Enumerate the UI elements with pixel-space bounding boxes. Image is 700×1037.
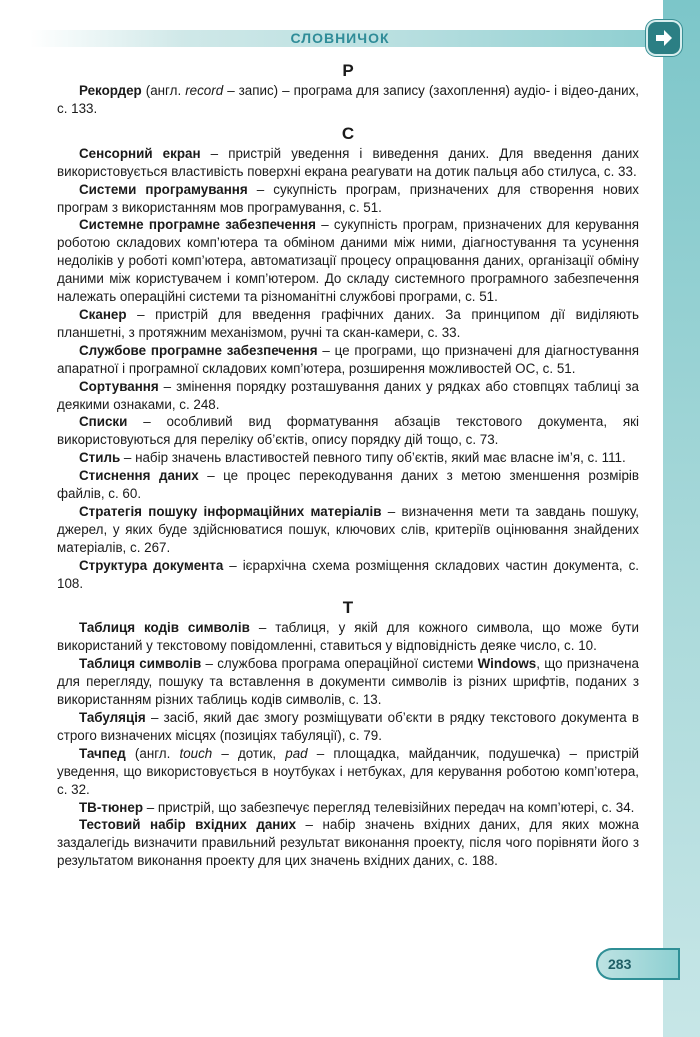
glossary-entry [57,378,639,414]
definition-text: – особливий вид форматування абзаців текстового документа, які використовуються для переліку об’єктів, опису порядку дій тощо, с. 73. [57,414,639,448]
glossary-term: Структура документа [79,557,224,573]
glossary-entry [57,745,639,799]
glossary-term: Системне програмне забезпечення [79,217,316,233]
glossary-entry [57,557,639,593]
definition-text: – набір значень вхідних даних, для яких можна заздалегідь визначити правильний результат виконання проекту, після чого порівняти його з результатом виконання проекту для цих значень вхідних даних, с. 188. [57,817,640,869]
definition-text: – запис) – програма для запису (захоплення) аудіо- і відео-даних, с. 133. [57,83,639,116]
definition-text: – пристрій для введення графічних даних. За принципом дії виділяють планшетні, з протяжним механізмом, ручні та скан-камери, с. 33. [57,306,639,340]
definition-text: – це процес перекодування даних з метою зменшення розмірів файлів, с. 60. [57,468,639,502]
glossary-term: Сенсорний екран [79,145,201,161]
definition-text: – таблиця, у якій для кожного символа, що може бути використаний у текстовому повідомленні, ставиться у відповідність деяке число, с. 10. [57,620,639,654]
definition-text: – змінення порядку розташування даних у рядках або стовпцях таблиці за деякими ознаками, с. 248. [57,378,639,412]
glossary-entry [57,709,639,745]
glossary-entry [57,181,639,217]
glossary-entry [57,413,639,449]
definition-text: – визначення мети та завдань пошуку, джерел, у яких буде здійснюватися пошук, ключових слів, критеріїв оцінювання знайдених матеріалів, с. 267. [57,503,639,555]
definition-text: – службова програма операційної системи [201,656,478,672]
side-decor-strip [663,0,700,1037]
definition-text: – набір значень властивостей певного типу об’єктів, який має власне ім’я, с. 111. [120,450,626,466]
glossary-term: Сканер [79,306,127,322]
page-title: СЛОВНИЧОК [290,30,390,46]
glossary-term: Тестовий набір вхідних даних [79,817,297,833]
definition-italic: touch [179,745,213,761]
glossary-term: Таблиця кодів символів [79,620,250,636]
glossary-term: Стратегія пошуку інформаційних матеріалів [79,503,382,519]
definition-text: – пристрій уведення і виведення даних. Для введення даних використовується властивість поверхні екрана реагувати на дотик пальця або стилуса, с. 33. [57,145,639,179]
glossary-entry [57,82,639,118]
definition-text: – дотик, [212,745,286,761]
glossary-entry [57,799,639,817]
glossary-entry [57,342,639,378]
glossary-entry [57,467,639,503]
definition-text: – сукупність програм, призначених для створення нових програм з використанням мов програмування, с. 51. [57,181,639,215]
glossary-entry [57,449,639,467]
glossary-term: Службове програмне забезпечення [79,342,318,358]
definition-text: – сукупність програм, призначених для керування роботою складових комп’ютера та обміном даними між ними, діагностування та усунення недоліків у роботі комп’ютера, автоматизації процесу опрацювання даних, організації обміну даними між користувачем і комп’ютером. До складу системного програмного забезпечення належать операційні системи та різноманітні службові програми, с. 51. [57,217,639,305]
definition-text: , що призначена для перегляду, пошуку та вставлення в документи символів із різних шрифтів, поданих з використанням різних таблиць кодів символів, с. 13. [57,656,639,708]
section-letter: Т [342,598,354,618]
glossary-term: Списки [79,414,128,430]
glossary-term: Системи програмування [79,181,248,197]
glossary-term: Стиль [79,450,121,466]
definition-text: (англ. [141,83,186,98]
glossary-term: ТВ-тюнер [79,799,144,815]
definition-italic: pad [285,745,308,761]
definition-italic: record [185,83,224,98]
definition-bold: Windows [477,656,537,672]
next-page-button[interactable] [648,22,680,54]
glossary-entry [57,306,639,342]
page-number: 283 [608,956,632,972]
glossary-entry [57,619,639,655]
arrow-right-icon [654,28,674,48]
page-number-badge [596,948,680,980]
glossary-entry [57,655,639,709]
glossary-entry [57,816,639,870]
glossary-term: Рекордер [79,83,142,98]
definition-text: – ієрархічна схема розміщення складових частин документа, с. 108. [57,557,639,591]
glossary-term: Тачпед [79,745,126,761]
glossary-term: Стиснення даних [79,468,199,484]
glossary-term: Табуляція [79,710,146,725]
glossary-entry [57,216,639,306]
glossary-content [57,61,639,870]
definition-text: (англ. [125,745,180,761]
glossary-term: Сортування [79,378,159,394]
definition-text: – це програми, що призначені для діагностування апаратної і програмної складових комп’ютера, розширення можливостей ОС, с. 51. [57,342,639,376]
definition-text: – засіб, який дає змогу розміщувати об’єкти в рядку текстового документа в строго визначених місцях (позиціях табуляції), с. 79. [57,710,639,743]
section-letter: Р [342,61,354,80]
glossary-entry [57,503,639,557]
glossary-entry [57,145,639,181]
section-letter: С [341,123,355,143]
definition-text: – пристрій, що забезпечує перегляд телевізійних передач на комп’ютері, с. 34. [143,799,635,815]
header-bar [30,30,650,47]
definition-text: – площадка, майданчик, подушечка) – пристрій уведення, що використовується в ноутбуках і нетбуках, для керування роботою комп’ютера, с. 32. [57,745,639,797]
glossary-term: Таблиця символів [79,656,202,672]
